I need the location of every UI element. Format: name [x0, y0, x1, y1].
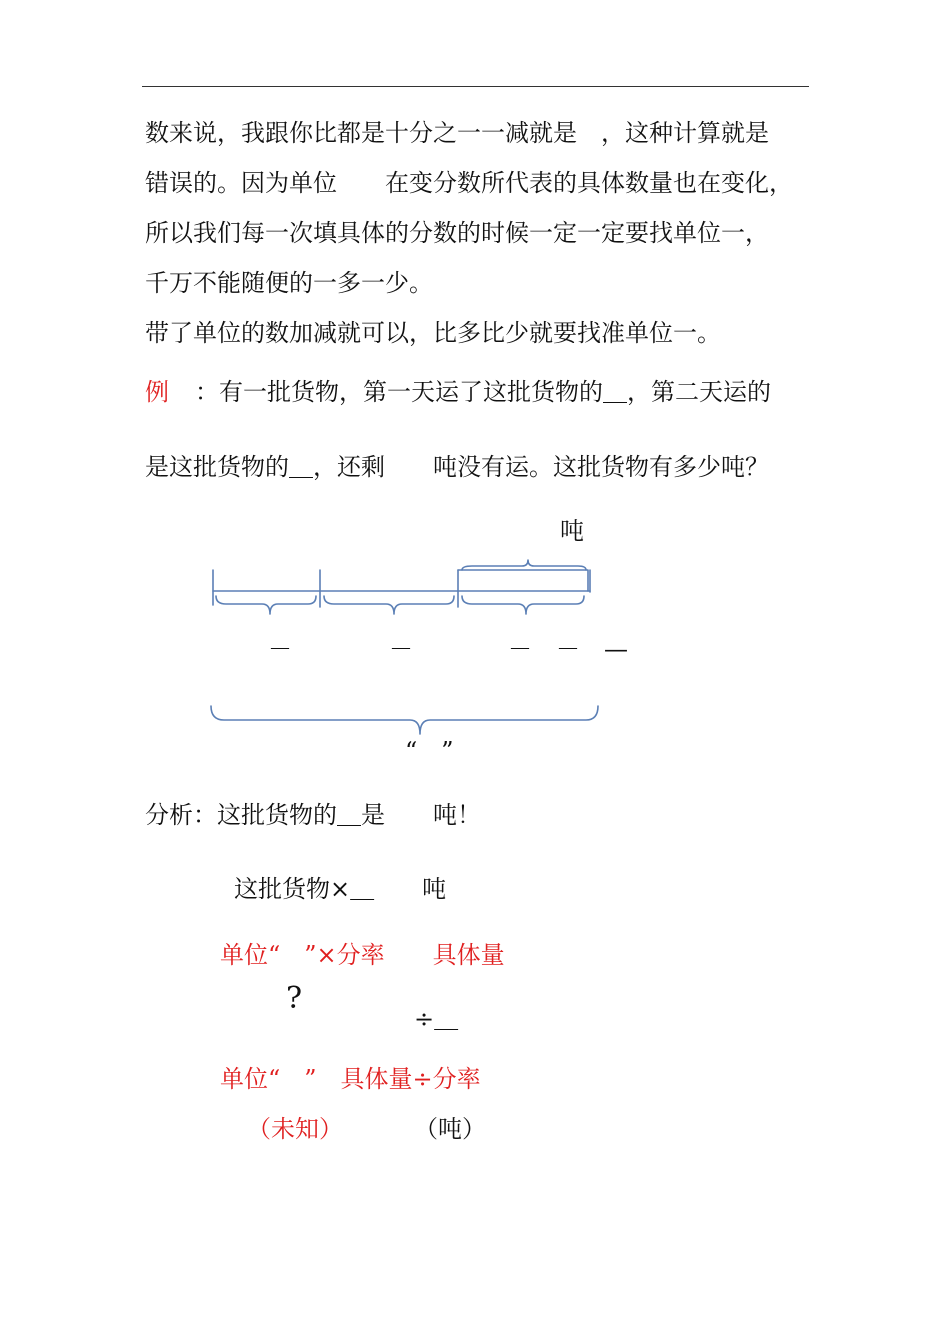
analysis-line: 分析：这批货物的＿是 吨！ [145, 801, 481, 829]
paragraph-line-1: 数来说，我跟你比都是十分之一一减就是 ，这种计算就是 [145, 119, 769, 147]
top-brace [462, 560, 586, 570]
rule-line: 带了单位的数加减就可以，比多比少就要找准单位一。 [145, 319, 721, 347]
fraction-second-day: － [389, 635, 413, 663]
brace-first-day [216, 596, 316, 614]
paragraph-line-2: 错误的。因为单位 在变分数所代表的具体数量也在变化， [145, 169, 793, 197]
unknown-note: （未知） [247, 1115, 343, 1143]
division-rule: 单位“ ” 具体量÷分率 [220, 1065, 481, 1093]
example-line-1: ：有一批货物，第一天运了这批货物的＿，第二天运的 [195, 378, 771, 406]
brace-remaining [462, 596, 584, 614]
example-label: 例 [145, 378, 169, 406]
diagram-bottom-label: “ ” [405, 737, 454, 765]
brace-second-day [324, 596, 454, 614]
fraction-first-day: － [268, 635, 292, 663]
question-mark: ? [286, 981, 303, 1016]
remaining-box [458, 570, 588, 591]
paragraph-line-4: 千万不能随便的一多一少。 [145, 269, 433, 297]
diagram-top-label: 吨 [560, 517, 584, 545]
analysis-formula: 这批货物×＿ 吨 [234, 875, 447, 903]
paragraph-line-3: 所以我们每一次填具体的分数的时候一定一定要找单位一， [145, 219, 769, 247]
unit-note: （吨） [414, 1115, 486, 1143]
fraction-remaining: － － — [508, 635, 628, 663]
bottom-brace [211, 706, 598, 734]
division-operator: ÷＿ [414, 1005, 459, 1033]
multiplication-rule: 单位“ ”×分率 具体量 [220, 941, 505, 969]
example-line-2: 是这批货物的＿，还剩 吨没有运。这批货物有多少吨？ [145, 453, 769, 481]
